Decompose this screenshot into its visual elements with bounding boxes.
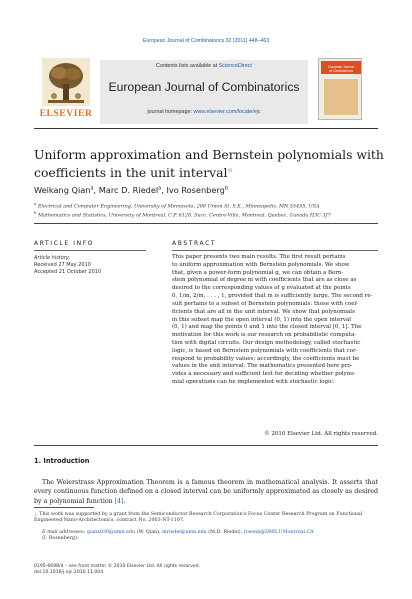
affiliation-text: Electrical and Computer Engineering, University of Minnesota, 200 Union St. S.E., Minneapolis, MN 55455, USA xyxy=(37,203,320,210)
introduction-paragraph xyxy=(34,478,378,506)
email-link[interactable]: qianx030@umn.edu xyxy=(86,530,136,535)
journal-title: European Journal of Combinatorics xyxy=(108,80,300,94)
contents-prefix: Contents lists available at xyxy=(156,63,219,69)
abstract-line: values in the unit interval. The mathematics presented here pro- xyxy=(172,363,353,370)
accepted-date: Accepted 21 October 2010 xyxy=(34,269,102,275)
funding-footnote xyxy=(34,512,378,525)
journal-homepage-link[interactable]: www.elsevier.com/locate/ejc xyxy=(193,109,261,115)
cover-title-line1: European Journal xyxy=(328,65,354,69)
affiliation-mark: a xyxy=(34,201,37,206)
abstract-line: logic, is based on Bernstein polynomials with coefficients that cor- xyxy=(172,347,358,354)
elsevier-wordmark: ELSEVIER xyxy=(39,109,93,119)
introduction-text: The Weierstrass Approximation Theorem is a famous theorem in mathematical analysis. It asserts that every continuous function defined on a closed interval can be uniformly approximated as closely as desired by a polynomial function xyxy=(34,479,378,505)
abstract-line: mial operations can be implemented with stochastic logic. xyxy=(172,379,335,385)
affiliation-divider xyxy=(34,223,378,224)
sciencedirect-link[interactable]: ScienceDirect xyxy=(218,63,252,69)
article-title-text: Uniform approximation and Bernstein polynomials with coefficients in the unit interval xyxy=(34,147,384,181)
email-owner-last: (I. Rosenberg). xyxy=(42,536,79,542)
received-date: Received 27 May 2010 xyxy=(34,262,91,268)
header-divider xyxy=(34,128,378,129)
issn-block xyxy=(34,564,378,577)
journal-homepage-line xyxy=(100,109,308,115)
funding-text: This work was supported by a grant from the Semiconductor Research Corporation's Focus Center Research Program on Functional Engineered Nano-Architectonics, contract No. 2003-NT-1107. xyxy=(34,512,363,524)
abstract-line: to uniform approximation with Bernstein polynomials. We show xyxy=(172,261,350,268)
author-affil-mark: a xyxy=(158,185,162,192)
abstract-line: that, given a power-form polynomial g, we can obtain a Bern- xyxy=(172,269,344,276)
email-owner: (M.D. Riedel), xyxy=(206,530,244,535)
introduction-text-end: . xyxy=(123,497,126,505)
abstract-line: in this subset map the open interval (0, 1) into the open interval xyxy=(172,316,352,323)
elsevier-tree-icon xyxy=(42,58,90,106)
cover-artwork xyxy=(324,79,358,115)
email-link[interactable]: rosenb@DMS.UMontreal.CA xyxy=(243,530,314,535)
title-footnote-mark[interactable]: ☆ xyxy=(227,167,233,174)
article-info xyxy=(34,255,134,276)
section-heading-introduction: 1. Introduction xyxy=(34,457,90,465)
abstract-line: ficients that are all in the unit interval. We show that polynomials xyxy=(172,308,355,315)
citation-link[interactable]: [4] xyxy=(114,497,124,505)
abstract-line: tion with digital circuits. Our design methodology, called stochastic xyxy=(172,339,361,346)
abstract-divider xyxy=(34,445,378,446)
abstract-line: 0, 1/m, 2/m, . . . , 1, provided that m is sufficiently large. The second re- xyxy=(172,293,373,300)
contents-line xyxy=(100,63,308,69)
email-owner: (W. Qian), xyxy=(135,530,163,535)
email-footnote xyxy=(42,530,378,543)
article-history-label: Article history: xyxy=(34,255,71,261)
cover-title xyxy=(321,66,361,73)
affiliation xyxy=(34,201,384,210)
abstract-heading: ABSTRACT xyxy=(172,240,217,247)
affiliation-mark: b xyxy=(34,210,37,215)
affiliation-text: Mathematics and Statistics, University of Montreal, C.P. 6128, Succ. Centre-Ville, Montreal, Quebec, Canada H3C 3J7 xyxy=(38,212,331,219)
author-list: Weikang Qian$^a$, Marc D. Riedel$^a$, Ivo Rosenberg$^b$ xyxy=(34,185,229,195)
email-label: E-mail addresses: xyxy=(42,530,86,535)
cover-title-line2: of Combinatorics xyxy=(329,68,353,73)
author-name[interactable]: Weikang Qian xyxy=(34,185,91,195)
abstract-rule xyxy=(172,250,378,251)
abstract-line: motivation for this work is our research on probabilistic computa- xyxy=(172,332,357,339)
author-name[interactable]: Ivo Rosenberg xyxy=(166,185,225,195)
abstract-line: sult pertains to a subset of Bernstein polynomials: those with coef- xyxy=(172,300,359,307)
affiliation xyxy=(34,210,384,219)
homepage-prefix: journal homepage: xyxy=(147,109,194,115)
article-info-heading: ARTICLE INFO xyxy=(34,240,95,247)
author-affil-mark: a xyxy=(90,185,94,192)
article-info-rule xyxy=(34,250,146,251)
front-matter-line: 0195-6698/$ – see front matter © 2010 Elsevier Ltd. All rights reserved. xyxy=(34,564,201,569)
abstract-line: This paper presents two main results. The first result pertains xyxy=(172,254,346,260)
abstract-line: desired to the corresponding values of g evaluated at the points xyxy=(172,285,351,292)
cover-title-band xyxy=(321,61,361,74)
journal-reference[interactable]: European Journal of Combinatorics 32 (2011) 448–463 xyxy=(142,38,270,44)
journal-cover-image xyxy=(318,58,362,120)
copyright-notice: © 2010 Elsevier Ltd. All rights reserved. xyxy=(264,431,378,437)
email-link[interactable]: mriedel@umn.edu xyxy=(162,530,207,535)
doi-line[interactable]: doi:10.1016/j.ejc.2010.11.004 xyxy=(34,570,104,576)
abstract-line: (0, 1) and map the points 0 and 1 into the closed interval [0, 1]. The xyxy=(172,324,362,331)
article-title xyxy=(34,147,384,181)
author-name[interactable]: Marc D. Riedel xyxy=(98,185,159,195)
journal-banner xyxy=(100,60,308,124)
abstract-body xyxy=(172,254,378,387)
abstract-line: respond to probability values; accordingly, the coefficients must be xyxy=(172,355,360,362)
footnote-divider xyxy=(34,507,94,508)
abstract-line: vides a necessary and sufficient test for deciding whether polyno- xyxy=(172,371,356,378)
elsevier-logo xyxy=(36,58,96,118)
author-affil-mark: b xyxy=(224,185,229,192)
abstract-line: stein polynomial of degree m with coefficients that are as close as xyxy=(172,277,357,284)
footnote-mark: ☆ xyxy=(34,512,38,517)
